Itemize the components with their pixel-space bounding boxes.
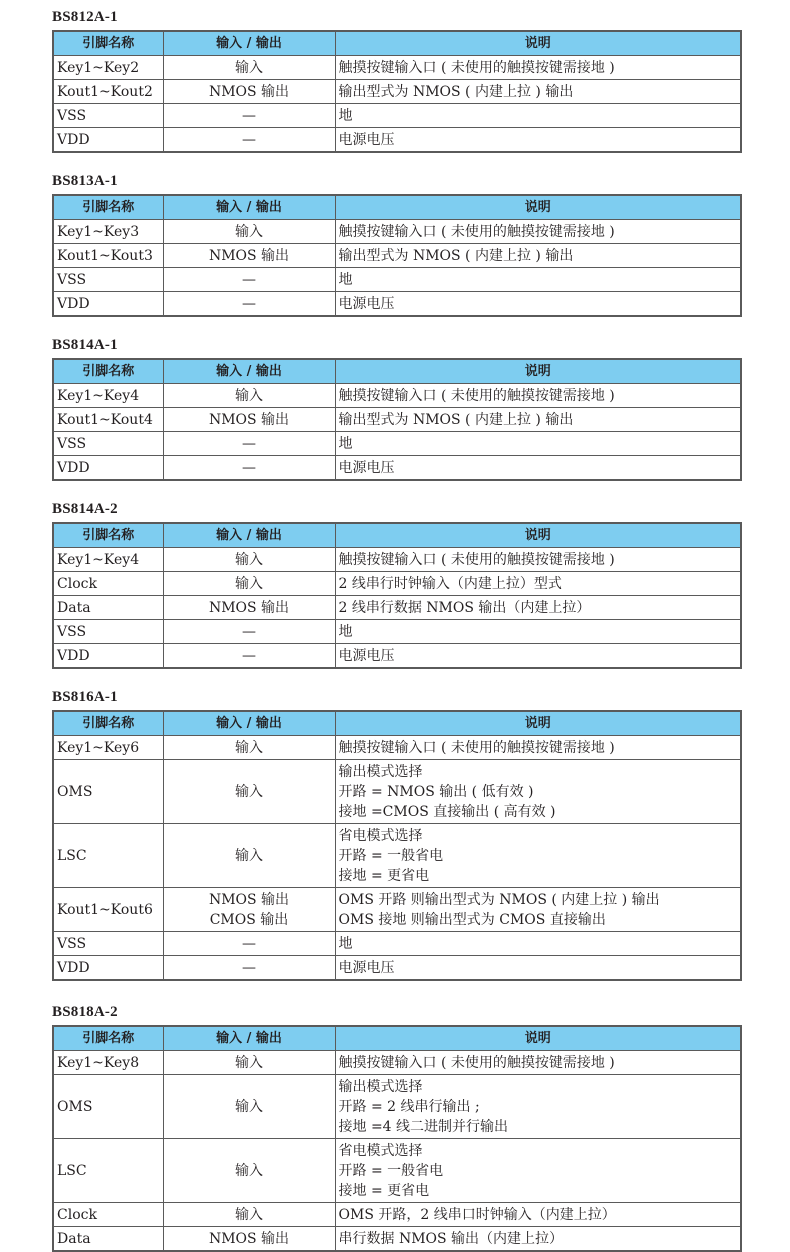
table-row — [53, 1051, 741, 1075]
io-cell — [163, 292, 335, 317]
description-text: 电源电压 — [338, 959, 395, 976]
io-cell — [163, 1139, 335, 1203]
description-cell — [335, 736, 741, 760]
io-text: NMOS 输出 — [208, 247, 290, 264]
description-text: 输出型式为 NMOS ( 内建上拉 ) 输出 — [338, 247, 574, 264]
io-text: NMOS 输出 — [208, 599, 290, 616]
pin-table — [52, 194, 742, 317]
header-row — [53, 359, 741, 384]
description-cell — [335, 80, 741, 104]
table-row — [53, 1139, 741, 1203]
description-cell — [335, 268, 741, 292]
pin-name-cell: Key1~Key2 — [53, 56, 163, 80]
header-io: 输入 / 输出 — [163, 1026, 335, 1051]
header-row — [53, 523, 741, 548]
io-cell — [163, 220, 335, 244]
io-cell — [163, 596, 335, 620]
io-text: — — [242, 295, 256, 312]
pin-name-cell: Kout1~Kout6 — [53, 888, 163, 932]
io-text: 输入 — [235, 575, 263, 592]
pin-name-cell: OMS — [53, 760, 163, 824]
table-row — [53, 736, 741, 760]
io-text: 输入 — [235, 1162, 263, 1179]
io-cell — [163, 384, 335, 408]
pin-name-cell: VDD — [53, 956, 163, 981]
description-cell — [335, 644, 741, 669]
description-text: 电源电压 — [338, 131, 395, 148]
description-cell — [335, 760, 741, 824]
header-pin-name: 引脚名称 — [53, 31, 163, 56]
description-cell — [335, 1075, 741, 1139]
table-row — [53, 596, 741, 620]
io-cell — [163, 1051, 335, 1075]
pin-table — [52, 710, 742, 981]
io-cell — [163, 408, 335, 432]
description-text: 电源电压 — [338, 295, 395, 312]
table-row — [53, 824, 741, 888]
description-cell — [335, 220, 741, 244]
io-cell — [163, 644, 335, 669]
io-text: 输入 — [235, 783, 263, 800]
description-text: 串行数据 NMOS 输出（内建上拉） — [338, 1230, 564, 1247]
section-title: BS814A-1 — [52, 337, 118, 353]
pin-table — [52, 1025, 742, 1252]
pin-name-cell: Key1~Key6 — [53, 736, 163, 760]
pin-name-cell: OMS — [53, 1075, 163, 1139]
description-text: 电源电压 — [338, 647, 395, 664]
table-row — [53, 620, 741, 644]
io-text: — — [242, 647, 256, 664]
description-text: 输出模式选择 — [338, 1078, 423, 1095]
description-text: 地 — [338, 271, 353, 288]
pin-name-cell: Key1~Key4 — [53, 548, 163, 572]
io-text: 输入 — [235, 847, 263, 864]
description-text: 接地 = 更省电 — [338, 1182, 430, 1199]
io-cell — [163, 268, 335, 292]
description-text: 输出型式为 NMOS ( 内建上拉 ) 输出 — [338, 83, 574, 100]
table-row — [53, 1203, 741, 1227]
description-cell — [335, 824, 741, 888]
io-cell — [163, 1203, 335, 1227]
header-description: 说明 — [335, 31, 741, 56]
description-cell — [335, 244, 741, 268]
table-row — [53, 956, 741, 981]
table-row — [53, 220, 741, 244]
pin-table — [52, 358, 742, 481]
pin-name-cell: LSC — [53, 1139, 163, 1203]
header-pin-name: 引脚名称 — [53, 711, 163, 736]
io-text: 输入 — [235, 739, 263, 756]
section-bs818a-2 — [52, 1003, 742, 1252]
description-text: 触摸按键输入口 ( 未使用的触摸按键需接地 ) — [338, 739, 615, 756]
header-io: 输入 / 输出 — [163, 31, 335, 56]
io-cell — [163, 956, 335, 981]
section-title: BS813A-1 — [52, 173, 118, 189]
header-pin-name: 引脚名称 — [53, 523, 163, 548]
description-text: 触摸按键输入口 ( 未使用的触摸按键需接地 ) — [338, 551, 615, 568]
section-title: BS816A-1 — [52, 689, 118, 705]
table-row — [53, 384, 741, 408]
section-bs816a-1 — [52, 688, 742, 981]
io-text: 输入 — [235, 1054, 263, 1071]
description-text: 2 线串行时钟输入（内建上拉）型式 — [338, 575, 562, 592]
section-bs814a-1 — [52, 336, 742, 481]
table-row — [53, 1075, 741, 1139]
pin-name-cell: VSS — [53, 620, 163, 644]
description-cell — [335, 128, 741, 153]
io-cell — [163, 80, 335, 104]
header-row — [53, 1026, 741, 1051]
header-description: 说明 — [335, 359, 741, 384]
io-text: — — [242, 459, 256, 476]
pin-name-cell: Key1~Key8 — [53, 1051, 163, 1075]
io-text: — — [242, 959, 256, 976]
io-cell — [163, 572, 335, 596]
pin-name-cell: VSS — [53, 268, 163, 292]
header-description: 说明 — [335, 523, 741, 548]
io-text: NMOS 输出 — [208, 83, 290, 100]
description-text: 开路 = NMOS 输出 ( 低有效 ) — [338, 783, 534, 800]
table-row — [53, 244, 741, 268]
description-text: 接地 =4 线二进制并行输出 — [338, 1118, 509, 1135]
table-row — [53, 1227, 741, 1252]
table-row — [53, 760, 741, 824]
pin-table — [52, 30, 742, 153]
io-text: — — [242, 623, 256, 640]
io-text: — — [242, 435, 256, 452]
table-row — [53, 80, 741, 104]
table-row — [53, 128, 741, 153]
header-io: 输入 / 输出 — [163, 711, 335, 736]
io-text: NMOS 输出 — [208, 1230, 290, 1247]
section-title: BS814A-2 — [52, 501, 118, 517]
header-pin-name: 引脚名称 — [53, 359, 163, 384]
io-cell — [163, 244, 335, 268]
description-cell — [335, 620, 741, 644]
io-cell — [163, 932, 335, 956]
table-row — [53, 292, 741, 317]
header-io: 输入 / 输出 — [163, 359, 335, 384]
io-cell — [163, 432, 335, 456]
header-row — [53, 711, 741, 736]
io-text: 输入 — [235, 551, 263, 568]
pin-name-cell: Kout1~Kout4 — [53, 408, 163, 432]
io-text: 输入 — [235, 223, 263, 240]
section-title: BS812A-1 — [52, 9, 118, 25]
io-cell — [163, 888, 335, 932]
description-cell — [335, 408, 741, 432]
description-cell — [335, 56, 741, 80]
header-io: 输入 / 输出 — [163, 523, 335, 548]
description-text: 触摸按键输入口 ( 未使用的触摸按键需接地 ) — [338, 387, 615, 404]
io-cell — [163, 736, 335, 760]
io-text: — — [242, 935, 256, 952]
description-text: 输出模式选择 — [338, 763, 423, 780]
table-row — [53, 456, 741, 481]
description-text: 地 — [338, 107, 353, 124]
header-pin-name: 引脚名称 — [53, 195, 163, 220]
table-row — [53, 268, 741, 292]
description-cell — [335, 1051, 741, 1075]
header-description: 说明 — [335, 1026, 741, 1051]
description-cell — [335, 596, 741, 620]
table-row — [53, 644, 741, 669]
pin-name-cell: VDD — [53, 456, 163, 481]
table-row — [53, 104, 741, 128]
table-row — [53, 548, 741, 572]
description-text: 地 — [338, 935, 353, 952]
pin-name-cell: Clock — [53, 572, 163, 596]
table-row — [53, 888, 741, 932]
io-cell — [163, 456, 335, 481]
section-title: BS818A-2 — [52, 1004, 118, 1020]
header-pin-name: 引脚名称 — [53, 1026, 163, 1051]
header-io: 输入 / 输出 — [163, 195, 335, 220]
section-bs813a-1 — [52, 172, 742, 317]
pin-table — [52, 522, 742, 669]
pin-name-cell: Key1~Key3 — [53, 220, 163, 244]
description-cell — [335, 456, 741, 481]
section-bs814a-2 — [52, 500, 742, 669]
description-cell — [335, 572, 741, 596]
description-cell — [335, 1139, 741, 1203]
description-text: 省电模式选择 — [338, 1142, 423, 1159]
table-row — [53, 56, 741, 80]
description-cell — [335, 956, 741, 981]
description-text: 触摸按键输入口 ( 未使用的触摸按键需接地 ) — [338, 1054, 615, 1071]
description-text: 开路 = 一般省电 — [338, 847, 444, 864]
header-description: 说明 — [335, 711, 741, 736]
io-text: 输入 — [235, 1206, 263, 1223]
pin-name-cell: VDD — [53, 128, 163, 153]
pin-name-cell: VSS — [53, 932, 163, 956]
io-cell — [163, 760, 335, 824]
description-cell — [335, 932, 741, 956]
description-text: 2 线串行数据 NMOS 输出（内建上拉） — [338, 599, 591, 616]
header-row — [53, 195, 741, 220]
description-text: 电源电压 — [338, 459, 395, 476]
io-cell — [163, 1227, 335, 1252]
pin-name-cell: Kout1~Kout3 — [53, 244, 163, 268]
description-text: 地 — [338, 435, 353, 452]
io-text: 输入 — [235, 1098, 263, 1115]
pin-name-cell: VDD — [53, 644, 163, 669]
description-cell — [335, 548, 741, 572]
io-text: — — [242, 107, 256, 124]
description-text: 省电模式选择 — [338, 827, 423, 844]
description-cell — [335, 888, 741, 932]
description-text: 输出型式为 NMOS ( 内建上拉 ) 输出 — [338, 411, 574, 428]
io-cell — [163, 56, 335, 80]
pin-name-cell: Data — [53, 596, 163, 620]
description-text: 接地 = 更省电 — [338, 867, 430, 884]
description-cell — [335, 292, 741, 317]
header-row — [53, 31, 741, 56]
io-text: 输入 — [235, 59, 263, 76]
pin-name-cell: VSS — [53, 432, 163, 456]
section-bs812a-1 — [52, 8, 742, 153]
io-text: CMOS 输出 — [209, 911, 289, 928]
io-cell — [163, 824, 335, 888]
description-text: 开路 = 2 线串行输出 ; — [338, 1098, 480, 1115]
description-text: 地 — [338, 623, 353, 640]
pin-name-cell: VDD — [53, 292, 163, 317]
io-cell — [163, 548, 335, 572]
pin-name-cell: Clock — [53, 1203, 163, 1227]
pin-name-cell: LSC — [53, 824, 163, 888]
description-text: 触摸按键输入口 ( 未使用的触摸按键需接地 ) — [338, 59, 615, 76]
pin-name-cell: Data — [53, 1227, 163, 1252]
description-cell — [335, 1227, 741, 1252]
io-cell — [163, 104, 335, 128]
io-cell — [163, 620, 335, 644]
description-text: OMS 开路，2 线串口时钟输入（内建上拉） — [338, 1206, 616, 1223]
table-row — [53, 408, 741, 432]
table-row — [53, 932, 741, 956]
description-cell — [335, 432, 741, 456]
description-text: 接地 =CMOS 直接输出 ( 高有效 ) — [338, 803, 556, 820]
io-text: — — [242, 271, 256, 288]
io-text: NMOS 输出 — [208, 891, 290, 908]
description-text: OMS 开路 则输出型式为 NMOS ( 内建上拉 ) 输出 — [338, 891, 660, 908]
table-row — [53, 572, 741, 596]
io-text: — — [242, 131, 256, 148]
description-text: 触摸按键输入口 ( 未使用的触摸按键需接地 ) — [338, 223, 615, 240]
io-text: 输入 — [235, 387, 263, 404]
io-cell — [163, 128, 335, 153]
pin-name-cell: Kout1~Kout2 — [53, 80, 163, 104]
description-cell — [335, 104, 741, 128]
pin-name-cell: Key1~Key4 — [53, 384, 163, 408]
description-cell — [335, 1203, 741, 1227]
description-text: 开路 = 一般省电 — [338, 1162, 444, 1179]
io-cell — [163, 1075, 335, 1139]
io-text: NMOS 输出 — [208, 411, 290, 428]
description-cell — [335, 384, 741, 408]
description-text: OMS 接地 则输出型式为 CMOS 直接输出 — [338, 911, 606, 928]
header-description: 说明 — [335, 195, 741, 220]
table-row — [53, 432, 741, 456]
pin-name-cell: VSS — [53, 104, 163, 128]
